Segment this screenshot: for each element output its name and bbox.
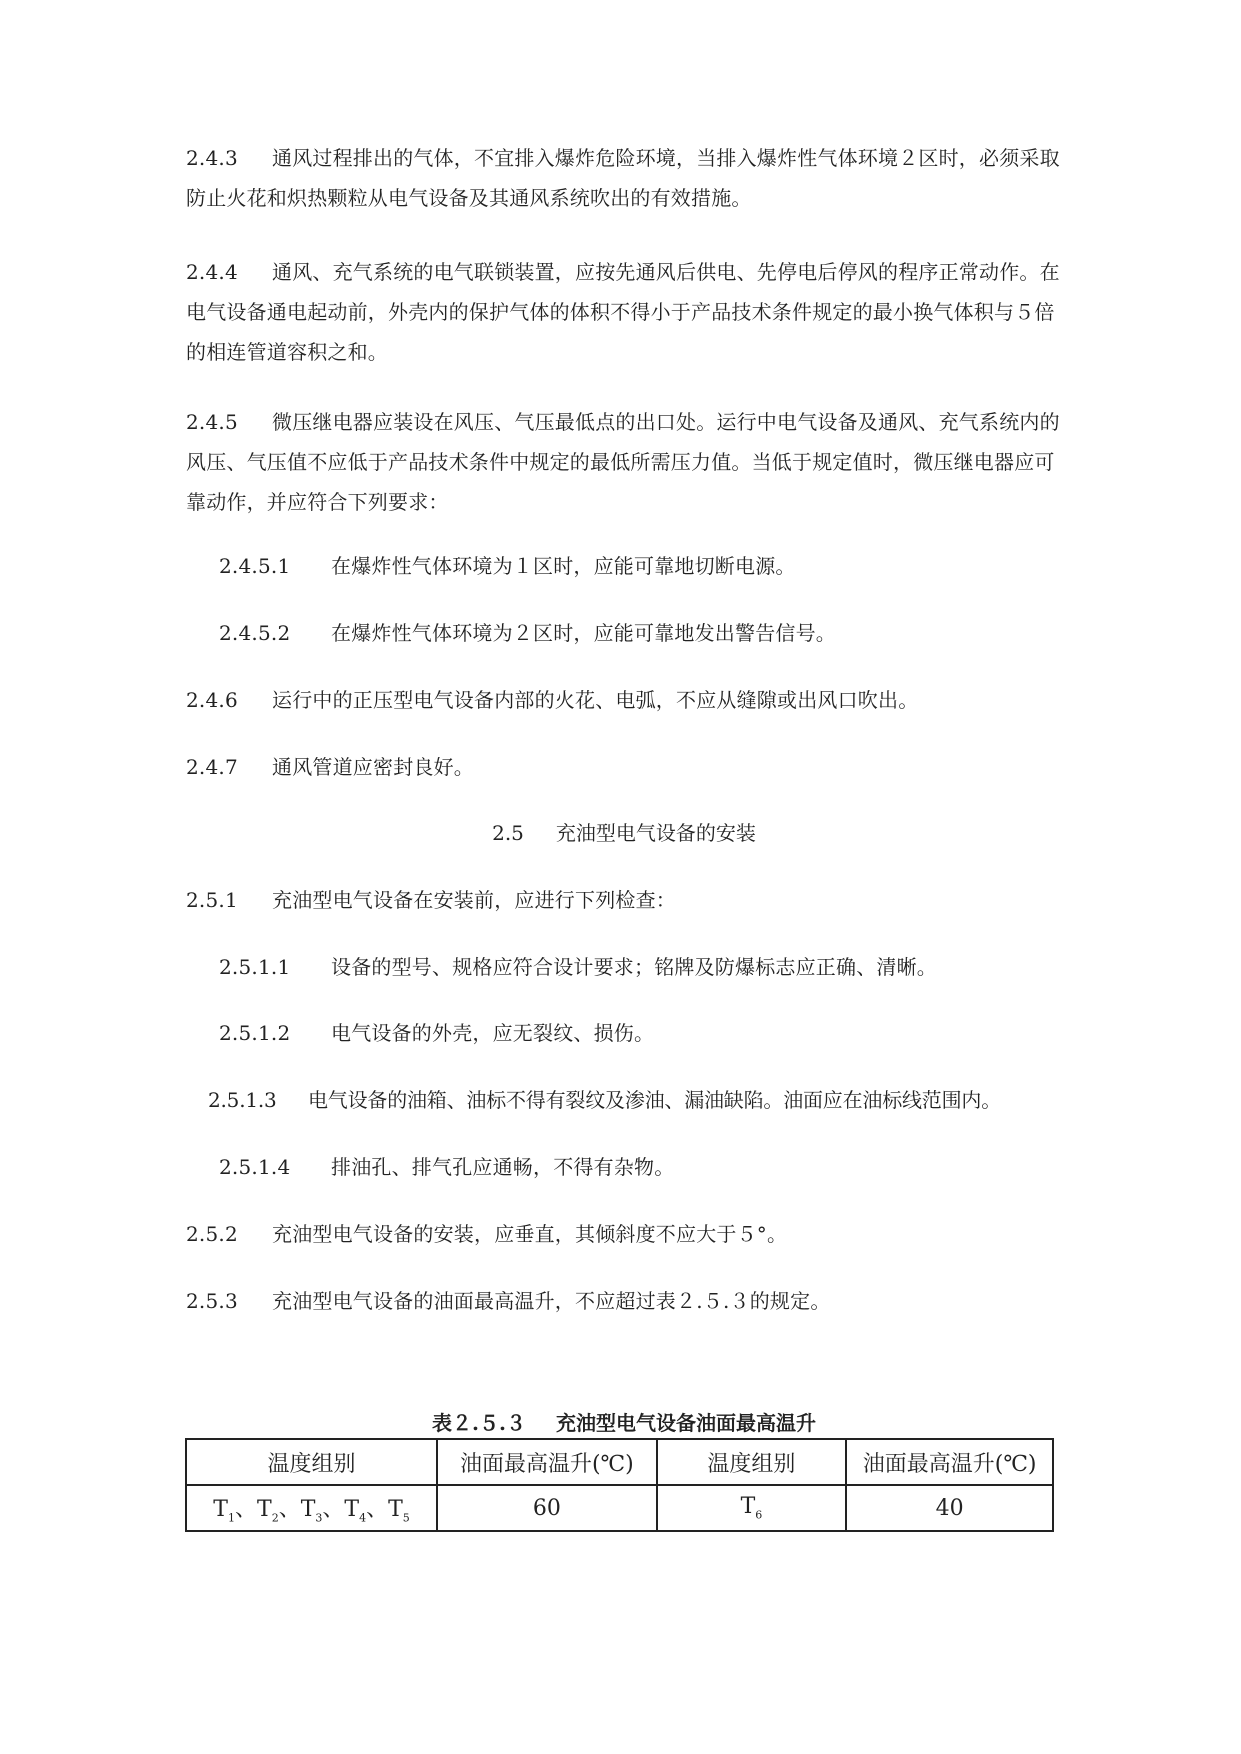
clause-text: 通风管道应密封良好。	[272, 755, 474, 779]
clause-text: 设备的型号、规格应符合设计要求；铭牌及防爆标志应正确、清晰。	[331, 955, 937, 979]
clause-number: 2.5.1.1	[219, 955, 291, 979]
section-number: 2.5	[492, 821, 524, 845]
clause-number: 2.4.6	[186, 688, 238, 712]
header-cell: 温度组别	[657, 1439, 847, 1485]
clause-2-4-5	[186, 402, 1062, 522]
clause-2-5-1	[186, 880, 1062, 920]
group-label: $T_4$	[344, 1496, 367, 1525]
clause-2-4-7	[186, 747, 1062, 787]
clause-2-5-1-2	[219, 1013, 1062, 1053]
clause-2-4-5-2	[219, 613, 1062, 653]
group-label: $T_1$	[213, 1496, 235, 1525]
clause-text: 在爆炸性气体环境为１区时，应能可靠地切断电源。	[331, 554, 796, 578]
group-label: $T_5$	[388, 1496, 410, 1525]
clause-number: 2.5.1	[186, 888, 238, 912]
clause-number: 2.5.1.4	[219, 1155, 291, 1179]
temperature-group-cell: $T_6$	[657, 1485, 847, 1531]
section-heading: 充油型电气设备的安装	[555, 821, 756, 845]
table-header-row	[186, 1439, 1053, 1485]
clause-2-5-1-1	[219, 947, 1062, 987]
temperature-groups-cell: $T_1$、$T_2$、$T_3$、$T_4$、$T_5$	[186, 1485, 437, 1531]
clause-2-5-3	[186, 1281, 1062, 1321]
table-caption	[186, 1408, 1062, 1438]
clause-number: 2.5.2	[186, 1222, 238, 1246]
clause-number: 2.4.4	[186, 260, 238, 284]
section-title	[186, 813, 1062, 853]
clause-text: 通风、充气系统的电气联锁装置，应按先通风后供电、先停电后停风的程序正常动作。在电气设备通电起动前，外壳内的保护气体的体积不得小于产品技术条件规定的最小换气体积与５倍的相连管道容积之和。	[186, 260, 1060, 364]
temperature-rise-table	[185, 1438, 1054, 1532]
clause-2-4-6	[186, 680, 1062, 720]
clause-2-5-1-4	[219, 1147, 1062, 1187]
clause-2-4-3	[186, 138, 1062, 218]
header-cell: 温度组别	[186, 1439, 437, 1485]
temperature-rise-value: 60	[437, 1485, 657, 1531]
clause-text: 在爆炸性气体环境为２区时，应能可靠地发出警告信号。	[331, 621, 836, 645]
clause-text: 排油孔、排气孔应通畅，不得有杂物。	[331, 1155, 675, 1179]
clause-number: 2.4.5.1	[219, 554, 291, 578]
clause-number: 2.4.5.2	[219, 621, 291, 645]
clause-2-5-1-3	[208, 1080, 1068, 1120]
header-cell: 油面最高温升(℃)	[846, 1439, 1053, 1485]
clause-text: 电气设备的油箱、油标不得有裂纹及渗油、漏油缺陷。油面应在油标线范围内。	[308, 1088, 1001, 1112]
clause-2-4-4	[186, 252, 1062, 372]
clause-text: 充油型电气设备的油面最高温升，不应超过表２.５.３的规定。	[272, 1289, 831, 1313]
clause-number: 2.4.3	[186, 146, 238, 170]
temperature-rise-value: 40	[846, 1485, 1053, 1531]
clause-number: 2.5.1.2	[219, 1021, 291, 1045]
clause-text: 电气设备的外壳，应无裂纹、损伤。	[331, 1021, 655, 1045]
clause-text: 通风过程排出的气体，不宜排入爆炸危险环境，当排入爆炸性气体环境２区时，必须采取防止火花和炽热颗粒从电气设备及其通风系统吹出的有效措施。	[186, 146, 1060, 210]
clause-2-5-2	[186, 1214, 1062, 1254]
clause-text: 微压继电器应装设在风压、气压最低点的出口处。运行中电气设备及通风、充气系统内的风压、气压值不应低于产品技术条件中规定的最低所需压力值。当低于规定值时，微压继电器应可靠动作，并应符合下列要求：	[186, 410, 1060, 514]
clause-text: 运行中的正压型电气设备内部的火花、电弧，不应从缝隙或出风口吹出。	[272, 688, 919, 712]
group-label: $T_3$	[300, 1496, 323, 1525]
clause-text: 充油型电气设备在安装前，应进行下列检查：	[272, 888, 676, 912]
clause-number: 2.4.5	[186, 410, 238, 434]
header-cell: 油面最高温升(℃)	[437, 1439, 657, 1485]
group-label: $T_2$	[257, 1496, 279, 1525]
clause-2-4-5-1	[219, 546, 1062, 586]
clause-number: 2.5.1.3	[208, 1088, 277, 1112]
clause-number: 2.5.3	[186, 1289, 238, 1313]
table-title: 充油型电气设备油面最高温升	[555, 1411, 816, 1435]
clause-text: 充油型电气设备的安装，应垂直，其倾斜度不应大于５°。	[272, 1222, 788, 1246]
clause-number: 2.4.7	[186, 755, 238, 779]
table-number: 表２.５.３	[432, 1411, 526, 1435]
table-row	[186, 1485, 1053, 1531]
